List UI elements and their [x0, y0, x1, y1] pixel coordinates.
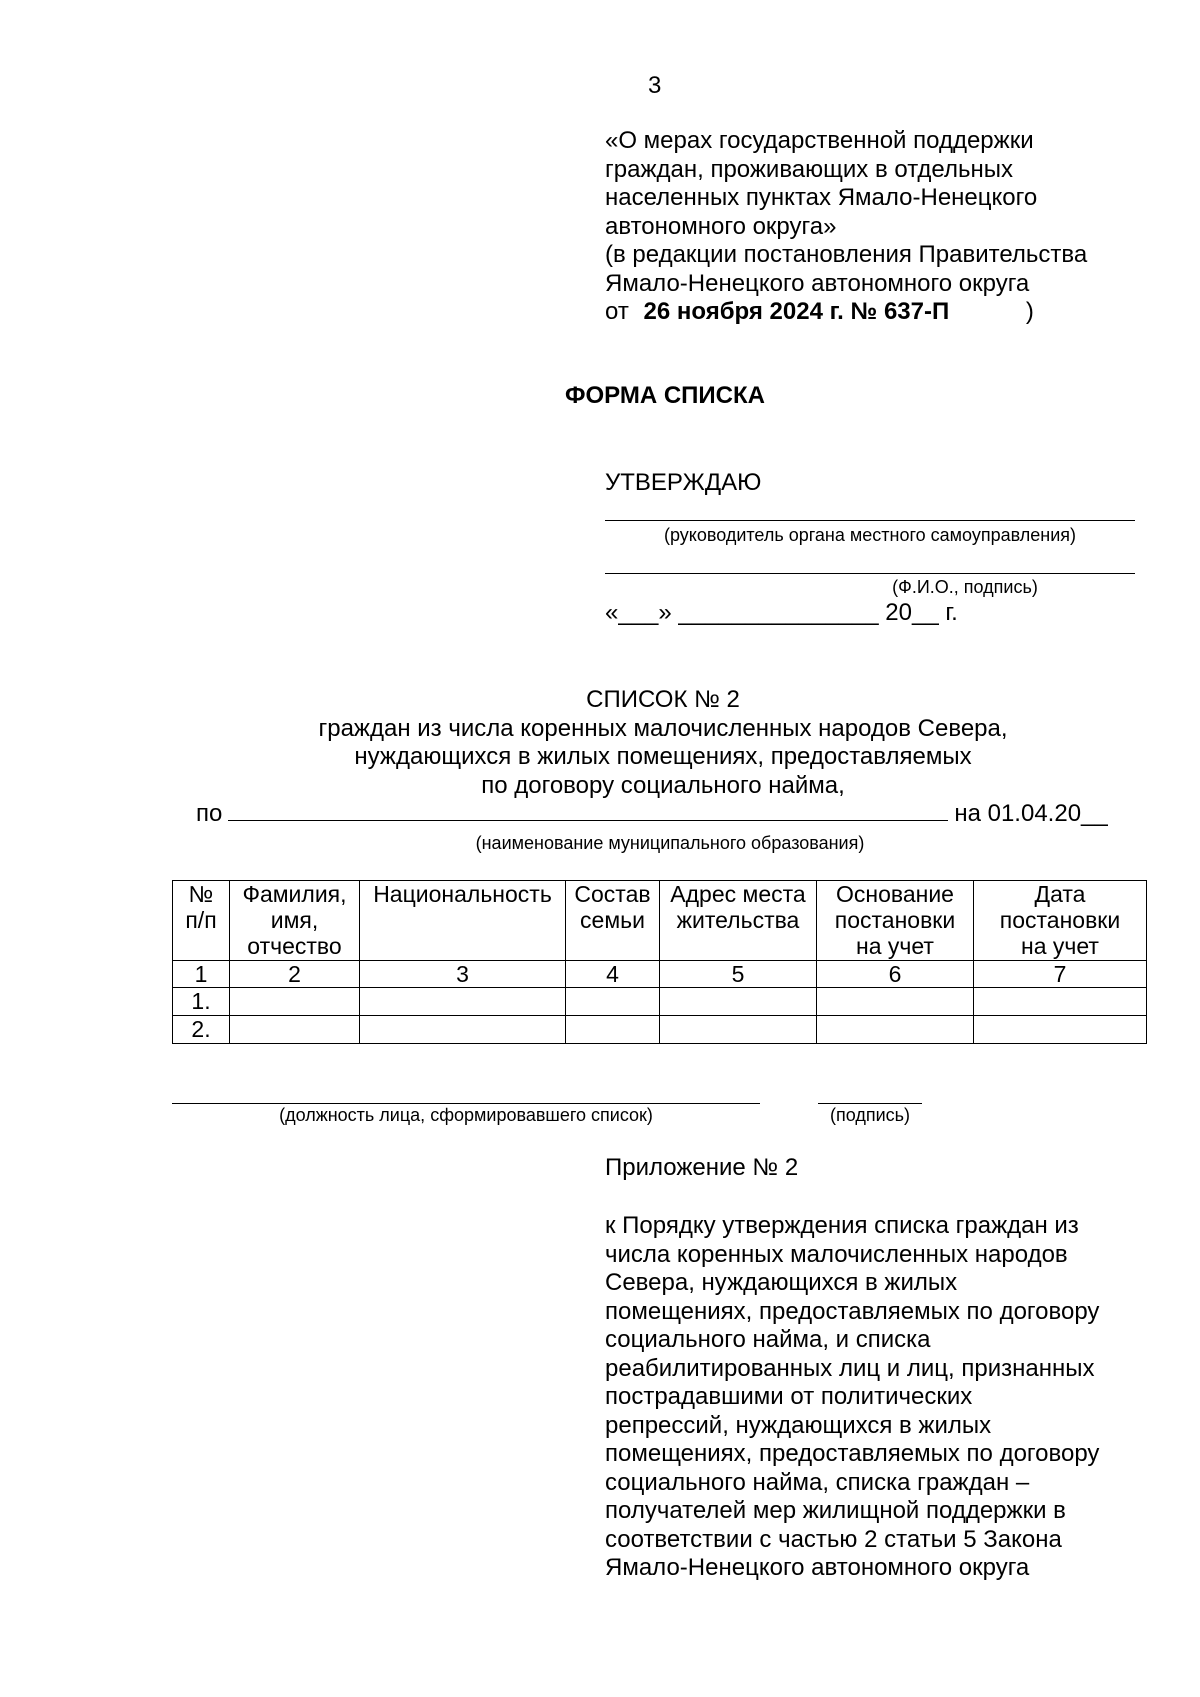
date-suffix: ): [1025, 298, 1034, 325]
table-number-row: [173, 961, 1147, 988]
column-number: 7: [974, 961, 1147, 988]
table-row: [173, 1016, 1147, 1044]
list-subtitle-line: по договору социального найма,: [481, 771, 845, 799]
appendix-line: помещениях, предоставляемых по договору: [605, 1440, 1100, 1467]
column-number: 3: [360, 961, 566, 988]
caption-head: (руководитель органа местного самоуправления): [663, 525, 1077, 545]
signature-line-head: [605, 520, 1135, 521]
appendix-line: помещениях, предоставляемых по договору: [605, 1297, 1100, 1325]
header-cell-address: Адрес места жительства: [660, 881, 817, 961]
table-cell: [817, 1016, 974, 1044]
appendix-line: социального найма, и списка: [605, 1326, 931, 1353]
header-cell-number: № п/п: [173, 881, 230, 961]
table-cell: [974, 988, 1147, 1016]
signature-line-fio: [605, 573, 1135, 574]
header-cell-basis: Основание постановки на учет: [817, 881, 974, 961]
table-cell: [230, 1016, 360, 1044]
appendix-line: числа коренных малочисленных народов: [605, 1240, 1068, 1268]
header-line: населенных пунктах Ямало-Ненецкого: [605, 184, 1038, 211]
date-prefix: от: [605, 298, 629, 325]
appendix-line: получателей мер жилищной поддержки в: [605, 1497, 1066, 1524]
approve-title: УТВЕРЖДАЮ: [605, 469, 762, 496]
municipality-row: [196, 798, 1131, 829]
table-cell: [360, 988, 566, 1016]
list-title: СПИСОК № 2: [586, 686, 740, 713]
header-line: Ямало-Ненецкого автономного округа: [605, 269, 1030, 297]
table-cell: [660, 1016, 817, 1044]
header-block: [605, 127, 1165, 327]
column-number: 1: [173, 961, 230, 988]
table-row: [173, 988, 1147, 1016]
appendix-line: социального найма, списка граждан –: [605, 1468, 1030, 1496]
on-date: на 01.04.20__: [954, 800, 1108, 827]
appendix-line: репрессий, нуждающихся в жилых: [605, 1411, 992, 1439]
page-number: 3: [648, 72, 662, 99]
appendix-line: реабилитированных лиц и лиц, признанных: [605, 1354, 1095, 1382]
row-index: 1.: [173, 988, 230, 1016]
form-title: ФОРМА СПИСКА: [565, 382, 765, 409]
municipality-caption: (наименование муниципального образования): [475, 833, 865, 853]
table-cell: [817, 988, 974, 1016]
header-cell-nationality: Национальность: [360, 881, 566, 961]
header-cell-date: Дата постановки на учет: [974, 881, 1147, 961]
table-cell: [360, 1016, 566, 1044]
column-number: 2: [230, 961, 360, 988]
list-subtitle-line: граждан из числа коренных малочисленных народов Севера,: [318, 714, 1008, 742]
appendix-line: к Порядку утверждения списка граждан из: [605, 1212, 1079, 1239]
table-header-row: [173, 881, 1147, 961]
appendix-line: Севера, нуждающихся в жилых: [605, 1269, 958, 1296]
citizens-table: [172, 880, 1147, 1044]
appendix-title: Приложение № 2: [605, 1154, 799, 1181]
appendix-line: пострадавшими от политических: [605, 1383, 973, 1410]
resolution-date: 26 ноября 2024 г. № 637-П: [643, 298, 950, 325]
appendix-line: соответствии с частью 2 статьи 5 Закона: [605, 1525, 1062, 1553]
resolution-date-line: [605, 298, 1165, 327]
table-cell: [566, 1016, 660, 1044]
po-label: по: [196, 800, 223, 827]
caption-fio: (Ф.И.О., подпись): [892, 577, 1038, 597]
header-line: автономного округа»: [605, 212, 837, 240]
appendix-line: Ямало-Ненецкого автономного округа: [605, 1554, 1030, 1581]
header-cell-family: Состав семьи: [566, 881, 660, 961]
header-cell-name: Фамилия, имя, отчество: [230, 881, 360, 961]
header-line: (в редакции постановления Правительства: [605, 241, 1088, 268]
list-subtitle-line: нуждающихся в жилых помещениях, предоставляемых: [354, 743, 972, 770]
table-cell: [230, 988, 360, 1016]
column-number: 4: [566, 961, 660, 988]
list-title-block: [0, 686, 1200, 800]
position-caption: (должность лица, сформировавшего список): [279, 1105, 653, 1125]
appendix-text: [605, 1212, 1175, 1583]
approve-date-line: «___» _______________ 20__ г.: [605, 599, 958, 626]
table-cell: [660, 988, 817, 1016]
signature-caption: (подпись): [829, 1105, 911, 1125]
column-number: 5: [660, 961, 817, 988]
table-cell: [566, 988, 660, 1016]
column-number: 6: [817, 961, 974, 988]
table-cell: [974, 1016, 1147, 1044]
municipality-blank: [228, 798, 948, 821]
header-line: граждан, проживающих в отдельных: [605, 155, 1013, 183]
header-line: «О мерах государственной поддержки: [605, 127, 1034, 154]
row-index: 2.: [173, 1016, 230, 1044]
